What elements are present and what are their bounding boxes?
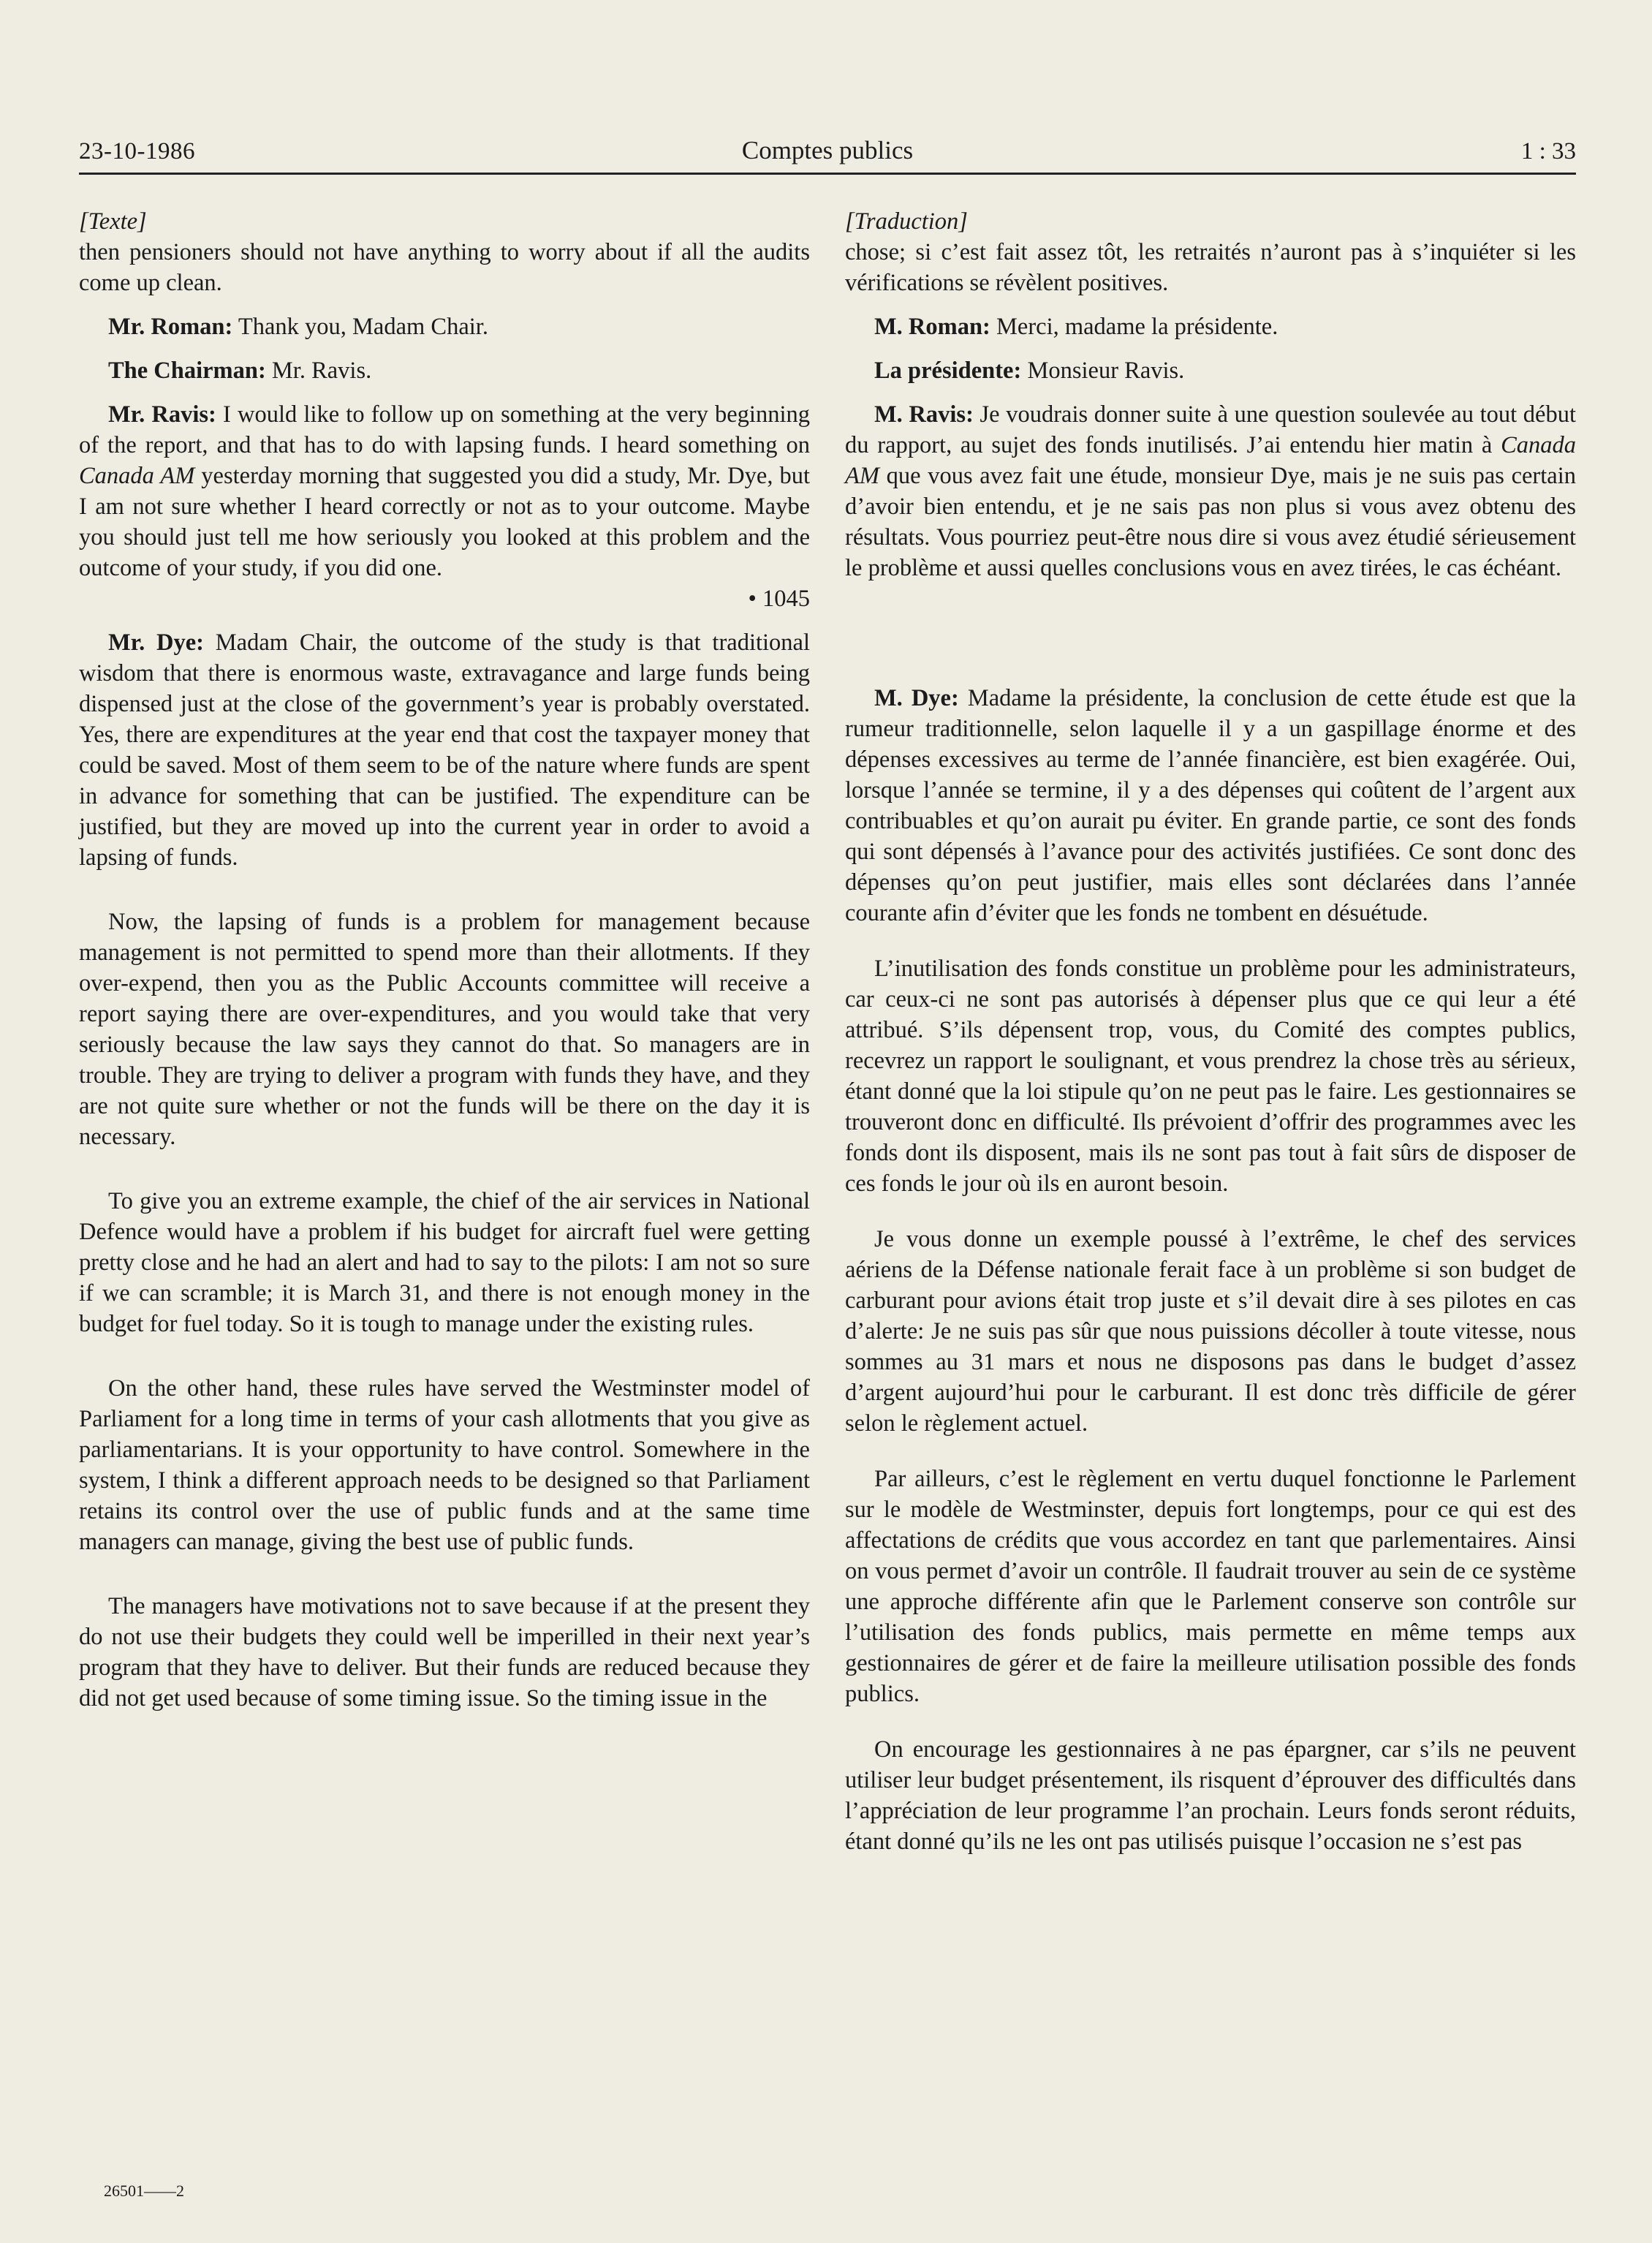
speech-text: Thank you, Madam Chair. — [232, 314, 488, 340]
speech-text: Monsieur Ravis. — [1021, 358, 1185, 384]
speaker-turn — [79, 627, 810, 873]
paragraph: then pensioners should not have anything to worry about if all the audits come up clean. — [79, 239, 810, 296]
column-label: [Texte] — [79, 208, 147, 235]
timestamp: • 1045 — [748, 586, 810, 612]
speaker-turn — [845, 311, 1576, 342]
french-column — [845, 206, 1576, 1857]
speaker-name: The Chairman: — [108, 358, 266, 384]
header-title: Comptes publics — [741, 136, 914, 164]
speech-text: I would like to follow up on something at the very beginning of the report, and that has to do with lapsing funds. I heard something on — [79, 401, 810, 458]
speaker-turn — [79, 399, 810, 583]
speaker-turn — [79, 311, 810, 342]
speaker-name: Mr. Ravis: — [108, 401, 216, 428]
paragraph: On the other hand, these rules have served the Westminster model of Parliament for a long time in terms of your cash allotments that you give as parliamentarians. It is your opportunity to have control. Somewhere in the system, I think a different approach needs to be designed so that Parliament retains its control over the use of public funds and at the same time managers can manage, giving the best use of public funds. — [79, 1375, 810, 1555]
header-date: 23-10-1986 — [79, 138, 195, 164]
speech-text: Je voudrais donner suite à une question soulevée au tout début du rapport, au sujet des fonds inutilisés. J’ai entendu hier matin à — [845, 401, 1576, 458]
speech-text: Madame la présidente, la conclusion de cette étude est que la rumeur traditionnelle, selon laquelle il y a un gaspillage énorme et des dépenses excessives au terme de l’année financière, est bien exagérée. Oui, lorsque l’année se termine, il y a des dépenses qui coûtent de l’argent aux contribuables et qu’on aurait pu éviter. En grande partie, ce sont des fonds qui sont dépensés à l’avance pour des activités justifiées. Ce sont donc des dépenses qu’on peut justifier, mais elles sont déclarées dans l’année courante afin d’éviter que les fonds ne tombent en désuétude. — [845, 685, 1576, 926]
paragraph: Je vous donne un exemple poussé à l’extrême, le chef des services aériens de la Défense nationale ferait face à un problème si son budget de carburant pour avions était trop juste et s’il devait dire à ses pilotes en cas d’alerte: Je ne suis pas sûr que nous puissions décoller à toute vitesse, nous sommes au 31 mars et nous ne disposons pas dans le budget d’assez d’argent aujourd’hui pour le carburant. Il est donc très difficile de gérer selon le règlement actuel. — [845, 1226, 1576, 1437]
speaker-turn — [79, 355, 810, 386]
paragraph: Par ailleurs, c’est le règlement en vertu duquel fonctionne le Parlement sur le modèle de Westminster, depuis fort longtemps, pour ce qui est des affectations de crédits que vous accordez en tant que parlementaires. Ainsi on vous permet d’avoir un contrôle. Il faudrait trouver au sein de ce système une approche différente afin que le Parlement conserve son contrôle sur l’utilisation des fonds publics, mais permette en même temps aux gestionnaires de gérer et de faire la meilleure utilisation possible des fonds publics. — [845, 1466, 1576, 1707]
paragraph: Now, the lapsing of funds is a problem for management because management is not permitted to spend more than their allotments. If they over-expend, then you as the Public Accounts committee will receive a report saying there are over-expenditures, and you would take that very seriously because the law says they cannot do that. So managers are in trouble. They are trying to deliver a program with funds they have, and they are not quite sure whether or not the funds will be there on the day it is necessary. — [79, 909, 810, 1150]
speech-text: yesterday morning that suggested you did a study, Mr. Dye, but I am not sure whether I heard correctly or not as to your outcome. Maybe you should just tell me how seriously you looked at this problem and the outcome of your study, if you did one. — [79, 463, 810, 581]
header-page-number: 1 : 33 — [1520, 138, 1576, 164]
page-header — [79, 129, 1576, 175]
program-title: Canada AM — [79, 463, 195, 489]
speaker-name: M. Roman: — [874, 314, 990, 340]
paragraph: chose; si c’est fait assez tôt, les retraités n’auront pas à s’inquiéter si les vérifications se révèlent positives. — [845, 239, 1576, 296]
footer-code: 26501——2 — [104, 2182, 184, 2200]
paragraph: The managers have motivations not to save because if at the present they do not use their budgets they could well be imperilled in their next year’s program that they have to deliver. But their funds are reduced because they did not get used because of some timing issue. So the timing issue in the — [79, 1593, 810, 1711]
speaker-turn — [845, 355, 1576, 386]
speaker-turn — [845, 399, 1576, 583]
paragraph: L’inutilisation des fonds constitue un problème pour les administrateurs, car ceux-ci ne sont pas autorisés à dépenser plus que ce qui leur a été attribué. S’ils dépensent trop, vous, du Comité des comptes publics, recevrez un rapport le soulignant, et vous prendrez la chose très au sérieux, étant donné que la loi stipule qu’on ne peut pas le faire. Les gestionnaires se trouveront donc en difficulté. Ils prévoient d’offrir des programmes avec les fonds dont ils disposent, mais ils ne sont pas tout à fait sûrs de disposer de ces fonds le jour où ils en auront besoin. — [845, 956, 1576, 1197]
paragraph: To give you an extreme example, the chief of the air services in National Defence would have a problem if his budget for aircraft fuel were getting pretty close and he had an alert and had to say to the pilots: I am not so sure if we can scramble; it is March 31, and there is not enough money in the budget for fuel today. So it is tough to manage under the existing rules. — [79, 1188, 810, 1337]
speaker-name: M. Ravis: — [874, 401, 974, 428]
speech-text: Mr. Ravis. — [265, 358, 372, 384]
speaker-name: Mr. Dye: — [108, 629, 204, 656]
english-column — [79, 206, 810, 1714]
paragraph: On encourage les gestionnaires à ne pas épargner, car s’ils ne peuvent utiliser leur budget présentement, ils risquent d’éprouver des difficultés dans l’appréciation de leur programme l’an prochain. Leurs fonds seront réduits, étant donné qu’ils ne les ont pas utilisés puisque l’occasion ne s’est pas — [845, 1736, 1576, 1855]
speech-text: Madam Chair, the outcome of the study is that traditional wisdom that there is enormous waste, extravagance and large funds being dispensed just at the close of the government’s year is probably overstated. Yes, there are expenditures at the year end that cost the taxpayer money that could be saved. Most of them seem to be of the nature where funds are spent in advance for something that can be justified. The expenditure can be justified, but they are moved up into the current year in order to avoid a lapsing of funds. — [79, 629, 810, 871]
speaker-name: La présidente: — [874, 358, 1022, 384]
program-title: Canada AM — [845, 432, 1576, 489]
column-label: [Traduction] — [845, 208, 968, 235]
speech-text: que vous avez fait une étude, monsieur Dye, mais je ne suis pas certain d’avoir bien entendu, et je ne sais pas non plus si vous avez obtenu des résultats. Vous pourriez peut-être nous dire si vous avez étudié sérieusement le problème et aussi quelles conclusions vous en avez tirées, le cas échéant. — [845, 463, 1576, 581]
speaker-name: Mr. Roman: — [108, 314, 233, 340]
speaker-name: M. Dye: — [874, 685, 959, 711]
speaker-turn — [845, 683, 1576, 928]
speech-text: Merci, madame la présidente. — [990, 314, 1278, 340]
